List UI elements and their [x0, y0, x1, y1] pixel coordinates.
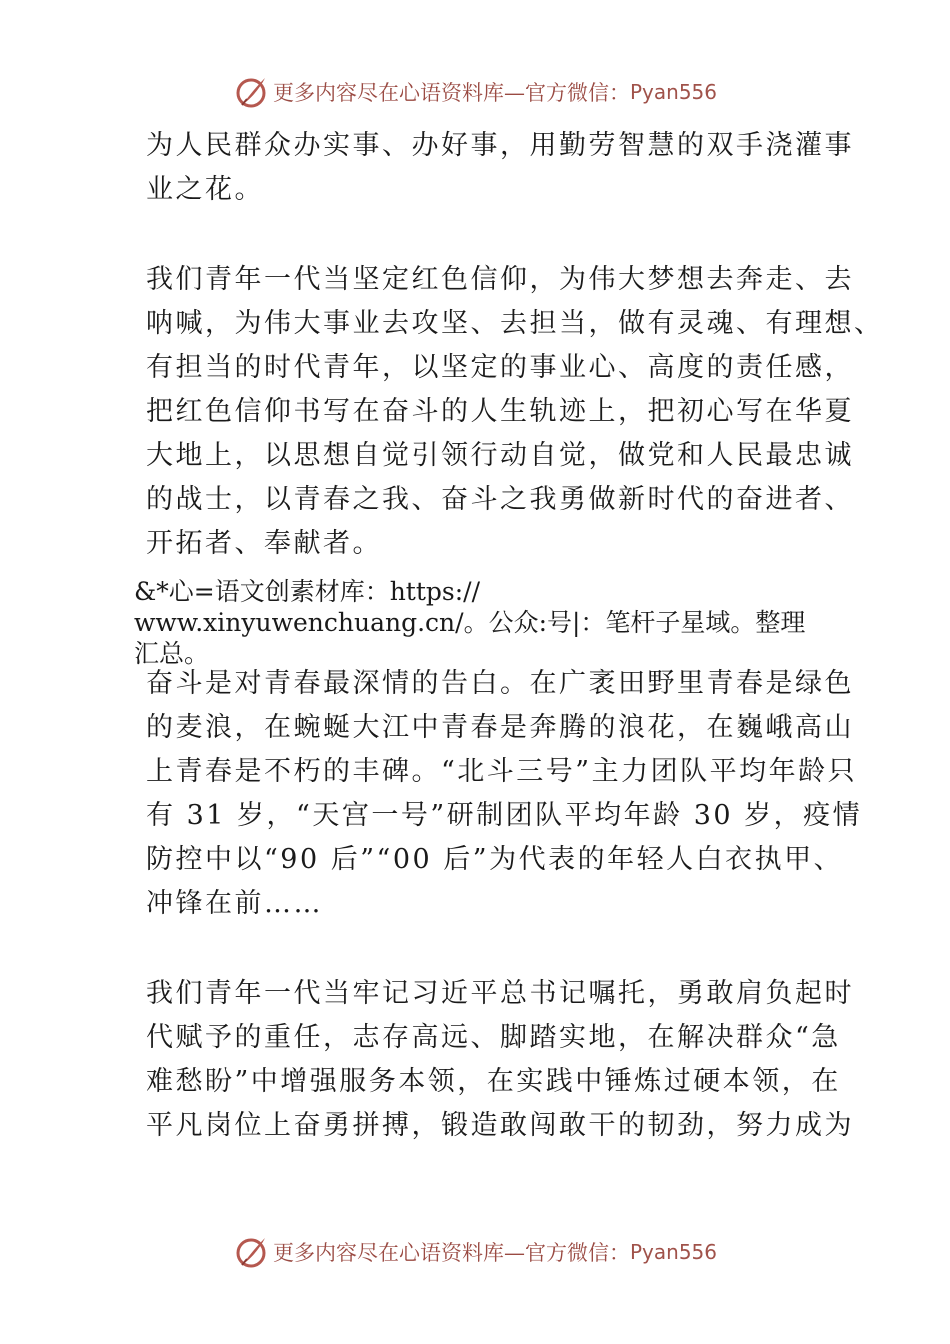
paragraph-line: 难愁盼”中增强服务本领，在实践中锤炼过硬本领，在 [146, 1066, 841, 1097]
paragraph-line: 冲锋在前…… [146, 888, 323, 919]
quill-logo-icon [233, 1234, 269, 1270]
paragraph-line: 开拓者、奉献者。 [146, 528, 382, 559]
paragraph-line: 奋斗是对青春最深情的告白。在广袤田野里青春是绿色 [146, 668, 854, 699]
paragraph-line: 上青春是不朽的丰碑。“北斗三号”主力团队平均年龄只 [146, 756, 858, 787]
paragraph-2 [146, 258, 884, 566]
note-line: www.xinyuwenchuang.cn/。公众:号|：笔杆子星域。整理 [134, 608, 806, 637]
banner-account: Pyan556 [629, 1240, 717, 1264]
banner-account: Pyan556 [629, 80, 717, 104]
paragraph-line: 平凡岗位上奋勇拼搏，锻造敢闯敢干的韧劲，努力成为 [146, 1110, 854, 1141]
paragraph-line: 大地上，以思想自觉引领行动自觉，做党和人民最忠诚 [146, 440, 854, 471]
note-line: &*心=语文创素材库：https:// [134, 577, 480, 606]
paragraph-line: 呐喊，为伟大事业去攻坚、去担当，做有灵魂、有理想、 [146, 308, 884, 339]
paragraph-line: 把红色信仰书写在奋斗的人生轨迹上，把初心写在华夏 [146, 396, 854, 427]
quill-logo-icon [233, 74, 269, 110]
paragraph-4 [146, 972, 854, 1148]
banner-text: 更多内容尽在心语资料库—官方微信： [272, 1241, 630, 1265]
paragraph-line: 为人民群众办实事、办好事，用勤劳智慧的双手浇灌事 [146, 130, 854, 161]
paragraph-line: 的战士，以青春之我、奋斗之我勇做新时代的奋进者、 [146, 484, 854, 515]
note-line: 汇总。 [134, 639, 210, 668]
paragraph-line: 我们青年一代当牢记习近平总书记嘱托，勇敢肩负起时 [146, 978, 854, 1009]
paragraph-line: 防控中以“90 后”“00 后”为代表的年轻人白衣执甲、 [146, 844, 844, 875]
paragraph-line: 我们青年一代当坚定红色信仰，为伟大梦想去奔走、去 [146, 264, 854, 295]
paragraph-line: 业之花。 [146, 174, 264, 205]
banner-text: 更多内容尽在心语资料库—官方微信： [272, 81, 630, 105]
inserted-source-note [134, 576, 805, 669]
paragraph-3 [146, 662, 862, 926]
paragraph-line: 的麦浪，在蜿蜒大江中青春是奔腾的浪花，在巍峨高山 [146, 712, 854, 743]
paragraph-1 [146, 124, 854, 212]
paragraph-line: 有 31 岁，“天宫一号”研制团队平均年龄 30 岁，疫情 [146, 800, 863, 831]
paragraph-line: 有担当的时代青年，以坚定的事业心、高度的责任感， [146, 352, 854, 383]
header-banner [0, 72, 950, 112]
footer-banner [0, 1232, 950, 1272]
paragraph-line: 代赋予的重任，志存高远、脚踏实地，在解决群众“急 [146, 1022, 841, 1053]
